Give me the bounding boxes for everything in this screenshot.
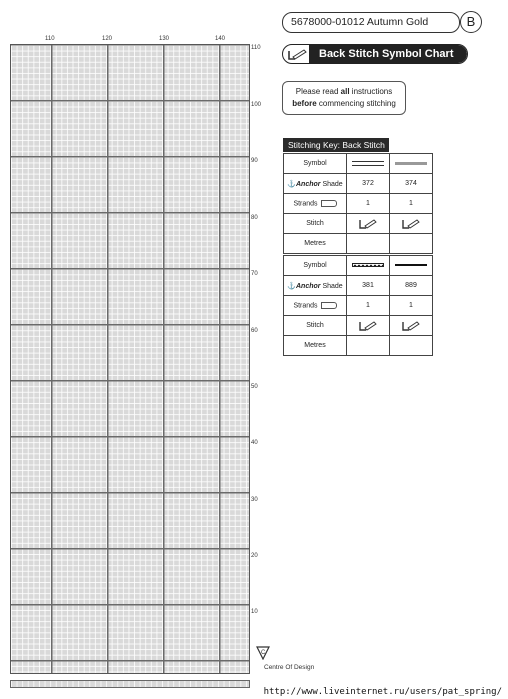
stitch-cell [390, 316, 433, 336]
shade-value: 381 [347, 276, 390, 296]
pattern-code-title [282, 12, 460, 33]
chart-title-banner [282, 44, 468, 64]
row-label: Symbol [284, 154, 347, 174]
note-bold-text: all [340, 87, 350, 96]
x-tick-label: 140 [215, 36, 226, 42]
y-tick-label: 70 [251, 271, 258, 277]
y-tick-label: 60 [251, 328, 258, 334]
symbol-row [284, 256, 433, 276]
source-url: http://www.liveinternet.ru/users/pat_spring/ [263, 687, 502, 697]
stitch-cell [347, 214, 390, 234]
metres-row [284, 234, 433, 254]
stitch-row [284, 214, 433, 234]
y-tick-label: 80 [251, 215, 258, 221]
metres-value [390, 234, 433, 254]
stitch-cell [347, 316, 390, 336]
y-tick-label: 40 [251, 440, 258, 446]
symbol-row [284, 154, 433, 174]
strands-value: 1 [390, 194, 433, 214]
chart-title-text: Back Stitch Symbol Chart [309, 45, 467, 63]
shade-value: 374 [390, 174, 433, 194]
grey-thick-line-symbol [395, 162, 427, 165]
metres-value [347, 336, 390, 356]
centre-marker-icon [256, 646, 270, 660]
back-stitch-icon [358, 218, 378, 230]
strands-row [284, 194, 433, 214]
x-tick-label: 120 [102, 36, 113, 42]
x-tick-label: 110 [45, 36, 55, 42]
stitch-cell [390, 214, 433, 234]
shade-label: Shade [322, 180, 343, 188]
strands-label: Strands [293, 200, 318, 208]
y-tick-label: 90 [251, 158, 258, 164]
y-tick-label: 100 [251, 102, 262, 108]
row-label: Stitch [284, 316, 347, 336]
x-tick-label: 130 [159, 36, 170, 42]
strands-value: 1 [390, 296, 433, 316]
row-label: Metres [284, 336, 347, 356]
double-line-symbol [352, 161, 384, 166]
shade-row [284, 276, 433, 296]
row-label: Metres [284, 234, 347, 254]
y-tick-label: 110 [251, 45, 261, 51]
anchor-icon: ⚓ [287, 282, 296, 290]
y-tick-label: 50 [251, 384, 258, 390]
anchor-brand-label: Anchor [296, 180, 321, 188]
shade-label: Shade [322, 282, 343, 290]
strands-row [284, 296, 433, 316]
metres-row [284, 336, 433, 356]
strands-label: Strands [293, 302, 318, 310]
anchor-icon: ⚓ [287, 180, 296, 188]
strands-value: 1 [347, 194, 390, 214]
metres-value [347, 234, 390, 254]
note-text: commencing stitching [316, 99, 396, 108]
stitch-key-table-1 [283, 153, 433, 254]
solid-line-symbol [395, 264, 427, 266]
stitch-row [284, 316, 433, 336]
anchor-brand-label: Anchor [296, 282, 321, 290]
instructions-note [282, 81, 406, 115]
centre-of-design-label: Centre Of Design [264, 664, 315, 671]
row-label [284, 296, 347, 316]
chart-bottom-strip [10, 680, 250, 688]
y-tick-label: 20 [251, 553, 258, 559]
symbol-cell [347, 154, 390, 174]
y-tick-label: 10 [251, 609, 258, 615]
back-stitch-icon [401, 320, 421, 332]
row-label [284, 174, 347, 194]
symbol-cell [390, 256, 433, 276]
section-letter-badge: B [460, 11, 482, 33]
metres-value [390, 336, 433, 356]
row-label: Stitch [284, 214, 347, 234]
note-text: instructions [349, 87, 393, 96]
shade-value: 889 [390, 276, 433, 296]
dotted-line-symbol [352, 263, 384, 267]
note-bold-text: before [292, 99, 317, 108]
stitch-chart-grid [10, 44, 250, 674]
needle-stitch-icon [287, 48, 307, 61]
shade-row [284, 174, 433, 194]
shade-value: 372 [347, 174, 390, 194]
note-text: Please read [295, 87, 341, 96]
row-label [284, 194, 347, 214]
back-stitch-icon [358, 320, 378, 332]
stitch-key-table-2 [283, 255, 433, 356]
strands-value: 1 [347, 296, 390, 316]
pattern-title-text: 5678000-01012 Autumn Gold [291, 16, 429, 28]
needle-icon [321, 200, 337, 207]
symbol-cell [347, 256, 390, 276]
symbol-cell [390, 154, 433, 174]
needle-icon [321, 302, 337, 309]
row-label: Symbol [284, 256, 347, 276]
svg-text:C: C [261, 650, 266, 656]
y-tick-label: 30 [251, 497, 258, 503]
row-label [284, 276, 347, 296]
back-stitch-icon [401, 218, 421, 230]
stitching-key-title: Stitching Key: Back Stitch [283, 138, 389, 152]
